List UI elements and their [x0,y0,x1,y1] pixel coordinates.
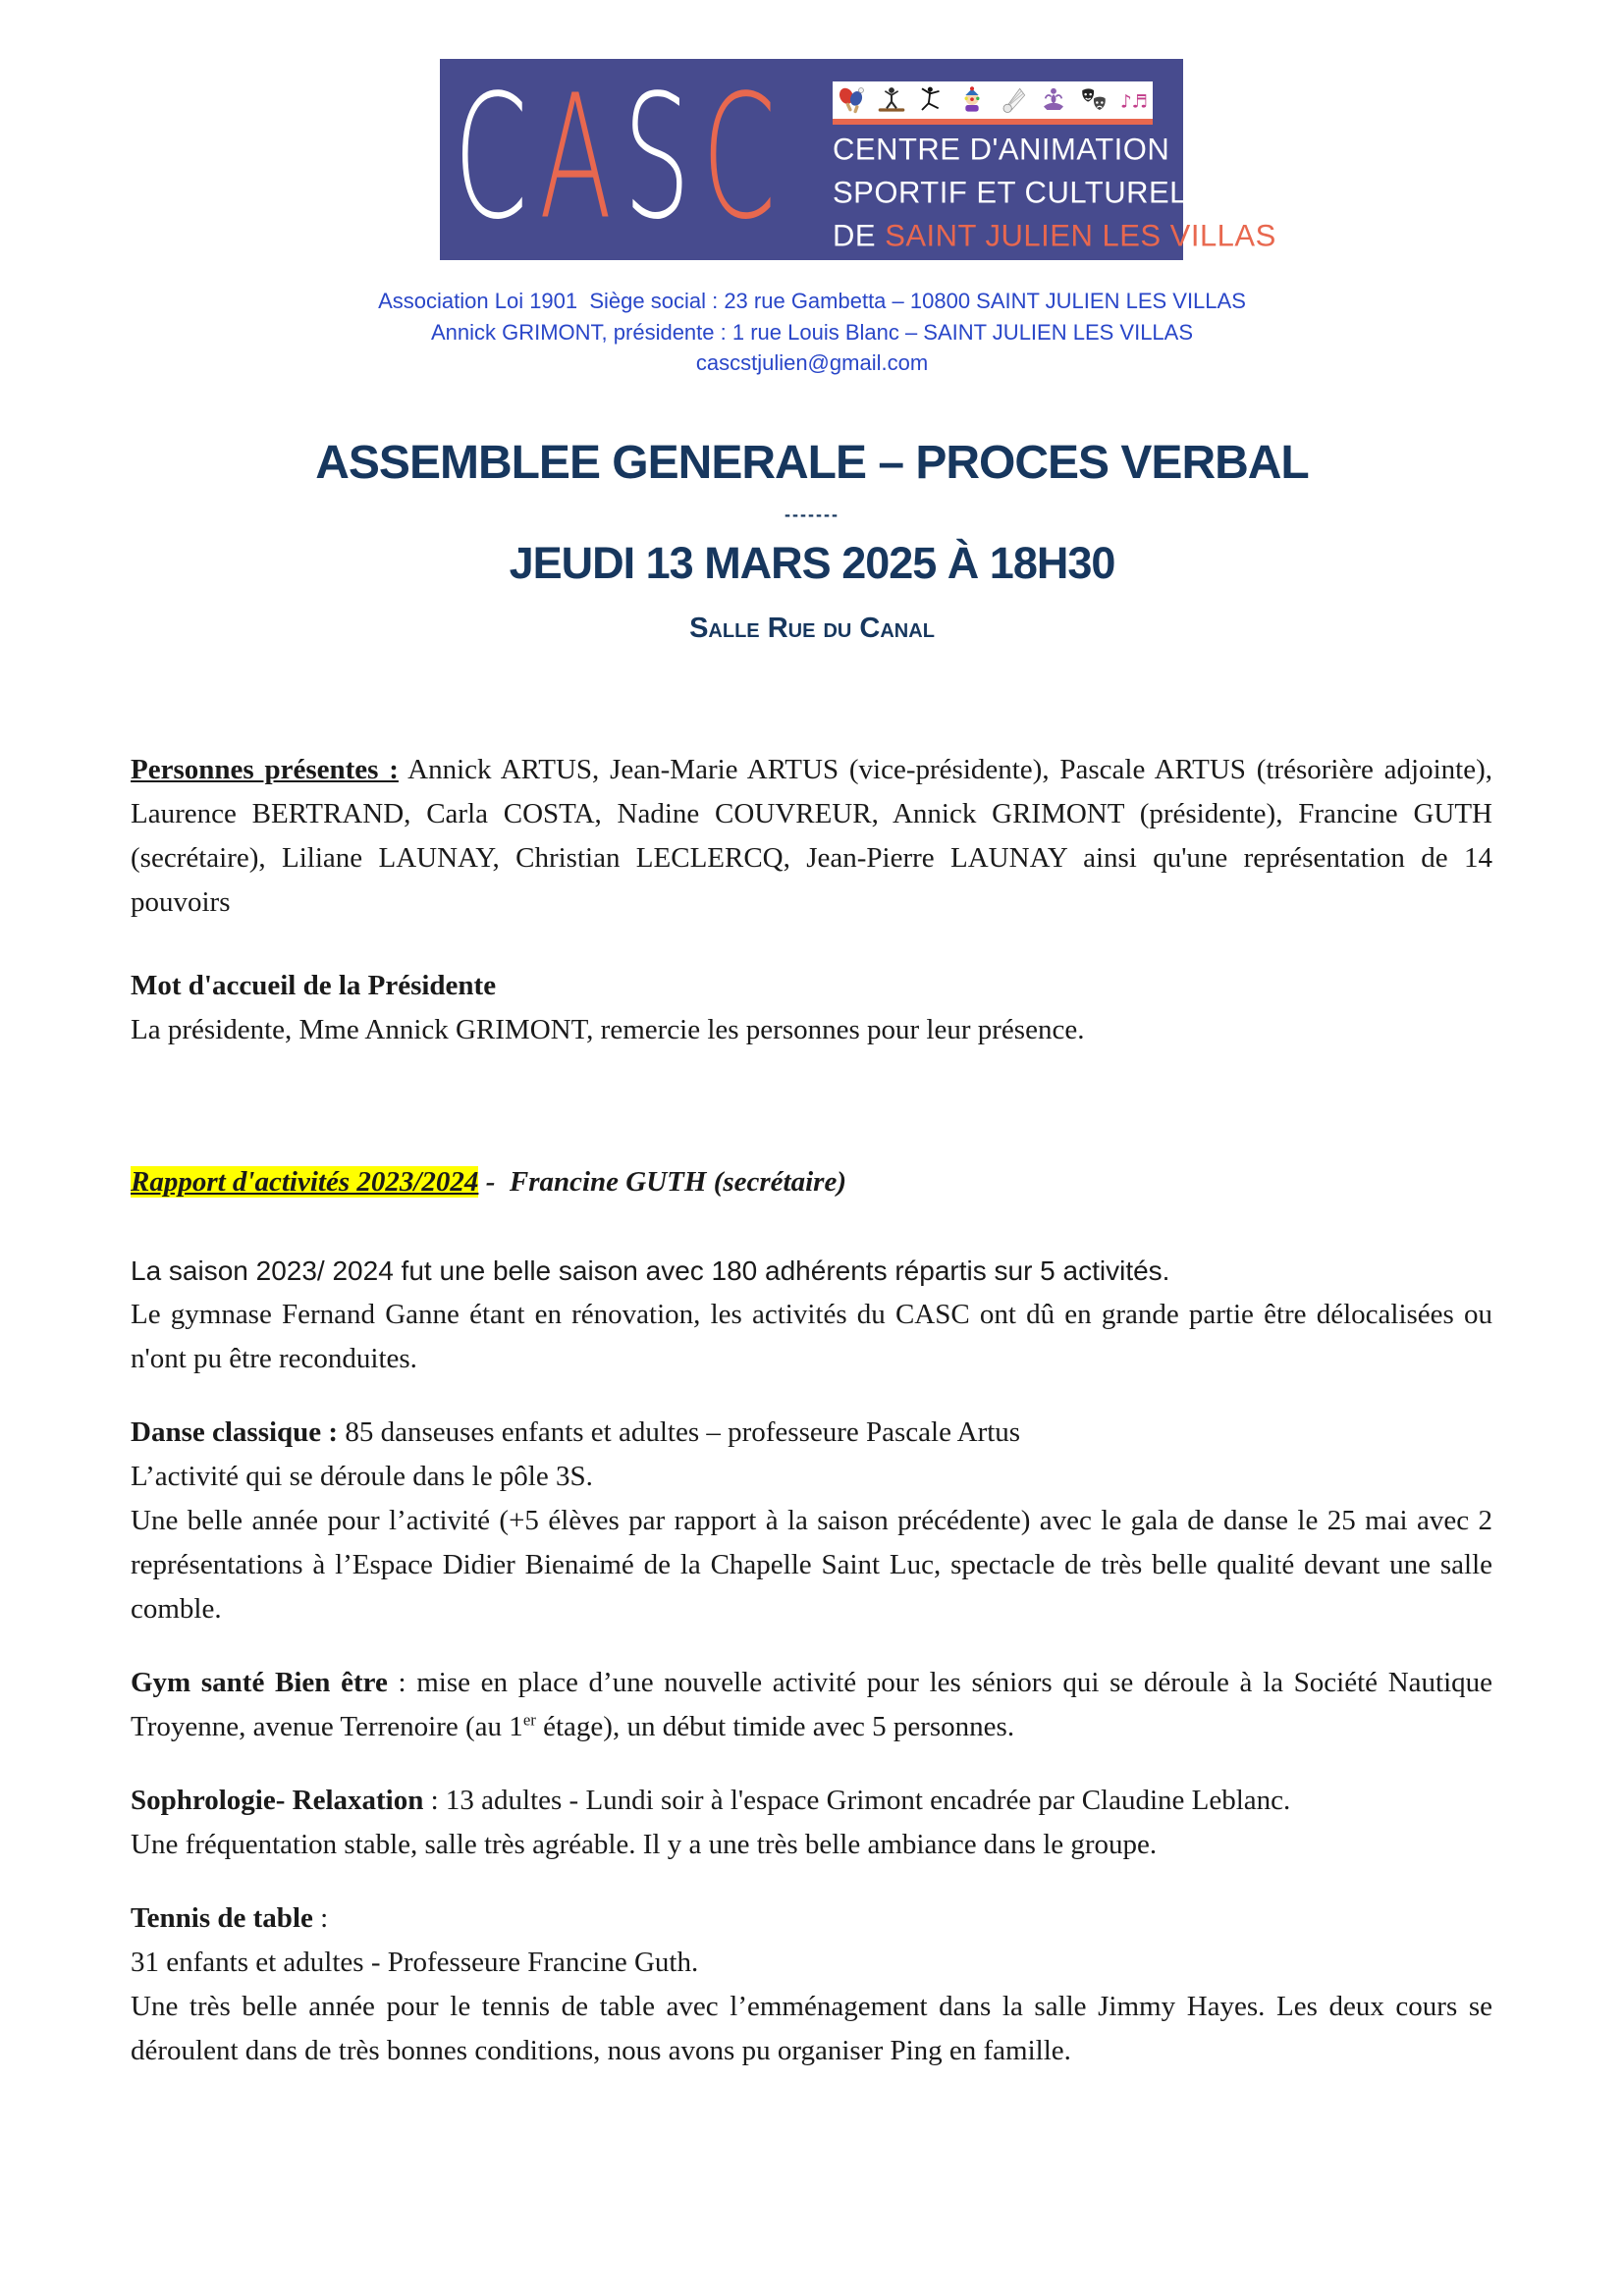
gym-body-pre: : mise en place d’une nouvelle activité pour les séniors qui se déroule à la Société Nautique Troyenne, avenue Terrenoire (au 1 [131,1667,1492,1742]
attendees-paragraph [131,748,1492,925]
tennis-line-2: 31 enfants et adultes - Professeure Francine Guth. [131,1947,699,1978]
gym-body-post: étage), un début timide avec 5 personnes. [535,1711,1015,1742]
casc-letter-c1: C [454,58,528,258]
sophro-lead: Sophrologie- Relaxation [131,1785,424,1816]
danse-intro: 85 danseuses enfants et adultes – professeure Pascale Artus [338,1416,1021,1448]
danse-line-2: L’activité qui se déroule dans le pôle 3S. [131,1461,593,1492]
tennis-heading-line [131,1896,1492,1941]
activity-report-highlight: Rapport d'activités 2023/2024 [131,1166,479,1198]
casc-letter-c2: C [701,58,777,258]
logo-tagline-2: SPORTIF ET CULTUREL [833,175,1187,210]
danse-classique-section [131,1411,1492,1631]
danse-intro-line [131,1411,1492,1455]
welcome-text: La présidente, Mme Annick GRIMONT, remercie les personnes pour leur présence. [131,1014,1085,1045]
title-separator: ------- [785,505,839,524]
activity-report-author: Francine GUTH (secrétaire) [509,1166,846,1198]
association-email: cascstjulien@gmail.com [695,350,929,375]
attendees-list: Annick ARTUS, Jean-Marie ARTUS (vice-présidente), Pascale ARTUS (trésorière adjointe), Laurence BERTRAND, Carla COSTA, Nadine COUVREUR, Annick GRIMONT (présidente), Francine GUTH (secrétaire), Liliane LAUNAY, Christian LECLERCQ, Jean-Pierre LAUNAY ainsi qu'une représentation de 14 pouvoirs [131,754,1492,918]
welcome-heading: Mot d'accueil de la Présidente [131,970,497,1001]
danse-line-3: Une belle année pour l’activité (+5 élèves par rapport à la saison précédente) avec le gala de danse le 25 mai avec 2 représentations à l’Espace Didier Bienaimé de la Chapelle Saint Luc, spectacle de très belle qualité devant une salle comble. [131,1505,1492,1625]
logo-tagline-3-prefix: DE [833,218,886,253]
logo-city-name: SAINT JULIEN LES VILLAS [885,218,1276,253]
activity-report-heading [131,1160,1492,1204]
sophrologie-section [131,1779,1492,1867]
sophro-body: : 13 adultes - Lundi soir à l'espace Grimont encadrée par Claudine Leblanc. [423,1785,1291,1816]
season-line-1: La saison 2023/ 2024 fut une belle saison avec 180 adhérents répartis sur 5 activités. [131,1255,1170,1286]
logo-tagline-1: CENTRE D'ANIMATION [833,132,1170,167]
casc-letter-a: A [539,58,613,258]
svg-text:♪♬: ♪♬ [1119,91,1148,113]
meeting-date-title: JEUDI 13 MARS 2025 À 18H30 [509,538,1115,588]
tennis-de-table-section [131,1896,1492,2073]
address-line-1: Association Loi 1901 Siège social : 23 rue Gambetta – 10800 SAINT JULIEN LES VILLAS [378,289,1246,313]
activity-report-dash: - [478,1166,510,1198]
sophro-paragraph [131,1779,1492,1823]
gym-sante-section [131,1661,1492,1749]
address-line-2: Annick GRIMONT, présidente : 1 rue Louis Blanc – SAINT JULIEN LES VILLAS [430,319,1194,345]
tennis-after-lead: : [312,1902,329,1934]
document-body [131,0,1492,2073]
document-title: ASSEMBLEE GENERALE – PROCES VERBAL [315,437,1309,489]
sophro-line-2: Une fréquentation stable, salle très agréable. Il y a une très belle ambiance dans le groupe. [131,1829,1158,1860]
tennis-line-3: Une très belle année pour le tennis de table avec l’emménagement dans la salle Jimmy Hayes. Les deux cours se déroulent dans de très bonnes conditions, nous avons pu organiser Ping en famille. [131,1991,1492,2066]
gym-superscript: er [522,1710,536,1730]
tennis-lead: Tennis de table [131,1902,313,1934]
danse-lead: Danse classique : [131,1416,339,1448]
attendees-lead: Personnes présentes : [131,754,399,785]
season-line-2: Le gymnase Fernand Ganne étant en rénovation, les activités du CASC ont dû en grande partie être délocalisées ou n'ont pu être reconduites. [131,1299,1492,1374]
gym-lead: Gym santé Bien être [131,1667,388,1698]
casc-letter-s: S [623,58,691,258]
season-summary-section [131,1249,1492,1381]
meeting-venue: Salle Rue du Canal [689,613,935,644]
welcome-section [131,964,1492,1052]
